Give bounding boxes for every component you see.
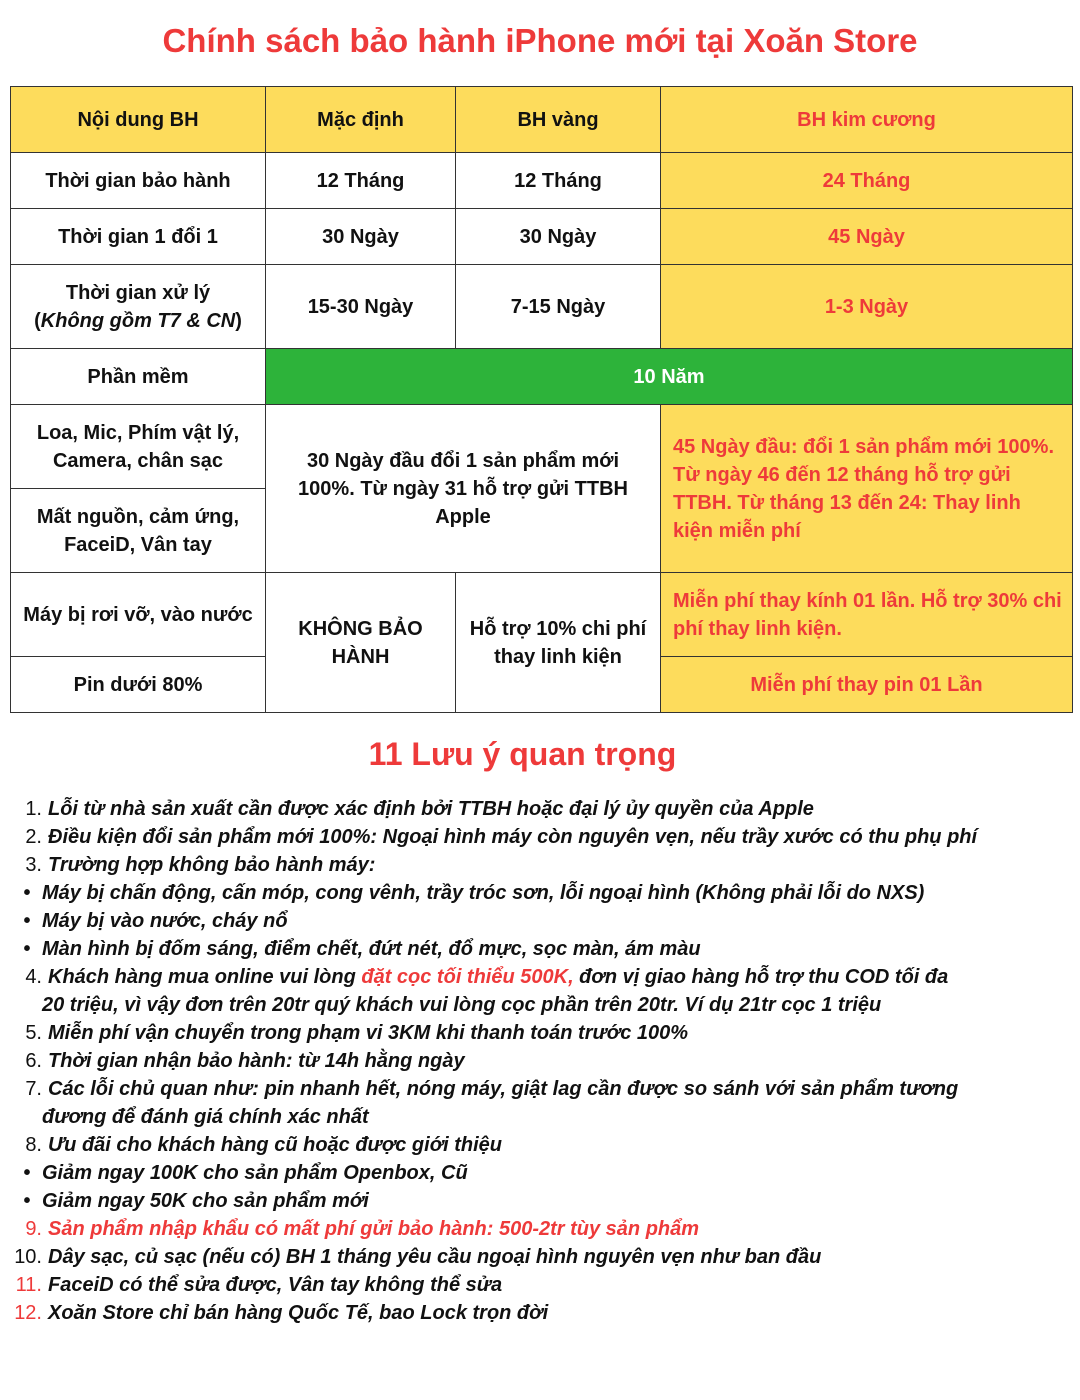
list-item (12, 1215, 1077, 1243)
cell-default: 30 Ngày (266, 209, 456, 265)
item-text: Máy bị vào nước, cháy nổ (42, 910, 288, 932)
item-number: 12. (14, 1302, 42, 1324)
item-text: Màn hình bị đốm sáng, điểm chết, đứt nét, đổ mực, sọc màn, ám màu (42, 938, 701, 960)
cell-default: 15-30 Ngày (266, 265, 456, 349)
item-number: 5. (25, 1022, 42, 1044)
item-text: Ưu đãi cho khách hàng cũ hoặc được giới thiệu (48, 1134, 503, 1156)
row-label: Loa, Mic, Phím vật lý, Camera, chân sạc (11, 405, 266, 489)
item-text: Giảm ngay 50K cho sản phẩm mới (42, 1190, 369, 1212)
bullet-item (12, 879, 1077, 907)
item-text: đương để đánh giá chính xác nhất (42, 1106, 369, 1128)
item-text: Miễn phí vận chuyển trong phạm vi 3KM khi thanh toán trước 100% (48, 1022, 689, 1044)
list-item (12, 795, 1077, 823)
bullet-item (12, 907, 1077, 935)
list-item (12, 1271, 1077, 1299)
item-text: 20 triệu, vì vậy đơn trên 20tr quý khách vui lòng cọc phần trên 20tr. Ví dụ 21tr cọc 1 triệu (42, 994, 882, 1016)
bullet-item (12, 935, 1077, 963)
table-row (11, 405, 1073, 489)
table-row (11, 349, 1073, 405)
item-text: FaceiD có thể sửa được, Vân tay không thể sửa (48, 1274, 503, 1296)
item-number: 6. (25, 1050, 42, 1072)
item-number: 11. (15, 1274, 42, 1296)
list-item (12, 851, 1077, 879)
row-label: Thời gian 1 đổi 1 (11, 209, 266, 265)
item-number: 2. (25, 826, 42, 848)
item-text-part: đơn vị giao hàng hỗ trợ thu COD tối đa (573, 966, 949, 988)
item-number: 9. (25, 1218, 42, 1240)
item-number: 8. (25, 1134, 42, 1156)
row-label: Pin dưới 80% (11, 657, 266, 713)
cell-diamond: 1-3 Ngày (661, 265, 1073, 349)
cell-diamond: 45 Ngày (661, 209, 1073, 265)
item-number: 3. (25, 854, 42, 876)
bullet-icon: • (23, 882, 31, 904)
list-item (12, 823, 1077, 851)
list-item (12, 1019, 1077, 1047)
item-text-highlight: đặt cọc tối thiểu 500K, (361, 966, 574, 988)
list-item (12, 1075, 1077, 1103)
item-text: Xoăn Store chỉ bán hàng Quốc Tế, bao Lock trọn đời (48, 1302, 549, 1324)
item-text: Sản phẩm nhập khẩu có mất phí gửi bảo hành: 500-2tr tùy sản phẩm (48, 1218, 700, 1240)
item-text: Máy bị chấn động, cấn móp, cong vênh, trầy tróc sơn, lỗi ngoại hình (Không phải lỗi do NXS) (42, 882, 925, 904)
notes-list (12, 795, 1077, 1327)
row-label: Máy bị rơi vỡ, vào nước (11, 573, 266, 657)
header-diamond: BH kim cương (661, 87, 1073, 153)
bullet-icon: • (23, 1162, 31, 1184)
item-text: Trường hợp không bảo hành máy: (48, 854, 376, 876)
row-label: Phần mềm (11, 349, 266, 405)
table-row (11, 209, 1073, 265)
table-row (11, 265, 1073, 349)
item-text: Lỗi từ nhà sản xuất cần được xác định bởi TTBH hoặc đại lý ủy quyền của Apple (48, 798, 814, 820)
row-label-close: ) (235, 309, 242, 332)
cell-default-gold-shared: 30 Ngày đầu đổi 1 sản phẩm mới 100%. Từ ngày 31 hỗ trợ gửi TTBH Apple (266, 405, 661, 573)
cell-diamond: 24 Tháng (661, 153, 1073, 209)
cell-no-warranty: KHÔNG BẢO HÀNH (266, 573, 456, 713)
cell-gold: 30 Ngày (456, 209, 661, 265)
cell-default: 12 Tháng (266, 153, 456, 209)
bullet-item (12, 1187, 1077, 1215)
list-item-continuation (12, 991, 1077, 1019)
item-text-part: Khách hàng mua online vui lòng (48, 966, 362, 988)
bullet-icon: • (23, 938, 31, 960)
cell-diamond: Miễn phí thay pin 01 Lần (661, 657, 1073, 713)
warranty-table (10, 86, 1073, 713)
item-number: 7. (25, 1078, 42, 1100)
list-item (12, 1131, 1077, 1159)
row-label-line1: Thời gian xử lý (65, 281, 211, 304)
table-header-row (11, 87, 1073, 153)
cell-gold: 12 Tháng (456, 153, 661, 209)
row-label-italic: Không gồm T7 & CN (40, 309, 236, 332)
item-text: Các lỗi chủ quan như: pin nhanh hết, nóng máy, giật lag cần được so sánh với sản phẩm tương (48, 1078, 959, 1100)
list-item (12, 1047, 1077, 1075)
row-label-open: ( (34, 309, 41, 332)
table-row (11, 153, 1073, 209)
table-row (11, 573, 1073, 657)
list-item (12, 963, 1077, 991)
header-default: Mặc định (266, 87, 456, 153)
row-label: Mất nguồn, cảm ứng, FaceiD, Vân tay (11, 489, 266, 573)
cell-diamond: Miễn phí thay kính 01 lần. Hỗ trợ 30% chi phí thay linh kiện. (661, 573, 1073, 657)
bullet-icon: • (23, 1190, 31, 1212)
bullet-item (12, 1159, 1077, 1187)
cell-gold: 7-15 Ngày (456, 265, 661, 349)
header-content: Nội dung BH (11, 87, 266, 153)
item-number: 10. (14, 1246, 42, 1268)
item-number: 1. (25, 798, 42, 820)
bullet-icon: • (23, 910, 31, 932)
list-item (12, 1299, 1077, 1327)
list-item (12, 1243, 1077, 1271)
item-number: 4. (25, 966, 42, 988)
item-text (48, 963, 1077, 991)
header-gold: BH vàng (456, 87, 661, 153)
item-text: Điều kiện đổi sản phẩm mới 100%: Ngoại hình máy còn nguyên vẹn, nếu trầy xước có thu phụ phí (48, 826, 978, 848)
page-title: Chính sách bảo hành iPhone mới tại Xoăn Store (162, 22, 918, 59)
cell-diamond-shared: 45 Ngày đầu: đổi 1 sản phẩm mới 100%. Từ ngày 46 đến 12 tháng hỗ trợ gửi TTBH. Từ tháng 13 đến 24: Thay linh kiện miễn phí (661, 405, 1073, 573)
item-text: Dây sạc, củ sạc (nếu có) BH 1 tháng yêu cầu ngoại hình nguyên vẹn như ban đầu (48, 1246, 822, 1268)
item-text: Giảm ngay 100K cho sản phẩm Openbox, Cũ (42, 1162, 468, 1184)
item-text: Thời gian nhận bảo hành: từ 14h hằng ngày (48, 1050, 465, 1072)
row-label (11, 265, 266, 349)
cell-software-all: 10 Năm (266, 349, 1073, 405)
notes-title: 11 Lưu ý quan trọng (368, 736, 677, 772)
list-item-continuation (12, 1103, 1077, 1131)
row-label: Thời gian bảo hành (11, 153, 266, 209)
cell-gold-support: Hỗ trợ 10% chi phí thay linh kiện (456, 573, 661, 713)
